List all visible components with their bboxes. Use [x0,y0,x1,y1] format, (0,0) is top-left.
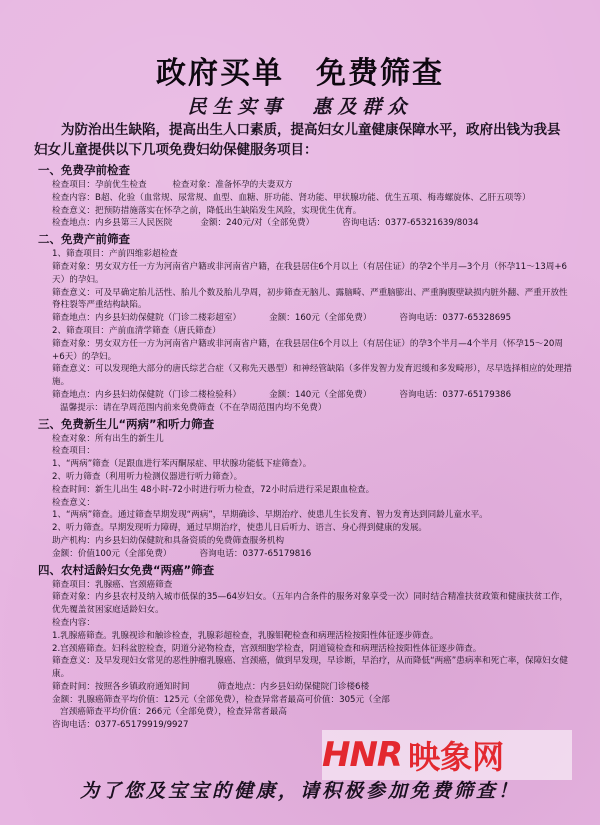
s2-p1-meaning: 筛查意义：可及早确定胎儿活性、胎儿个数及胎儿孕周，初步筛查无脑儿、露脑畸、严重脑膨出、严重胸腹壁缺损内脏外翻、严重开放性脊柱裂等严重结构缺陷。 [52,287,568,311]
section-4-heading: 四、农村适龄妇女免费“两癌”筛查 [38,562,215,577]
s3-meaning-label: 检查意义： [52,497,95,508]
s3-org: 助产机构：内乡县妇幼保健院和具备资质的免费筛查服务机构 [52,535,285,546]
s4-content-2: 2.宫颈癌筛查。妇科盆腔检查，阴道分泌物检查，宫颈细胞学检查，阴道镜检查和病理活检按阳性体征逐步筛查。 [52,643,482,654]
page-title: 政府买单 免费筛查 [156,56,444,91]
s4-phone: 咨询电话：0377-65179919/9927 [52,720,189,731]
s2-p1-item: 1、筛查项目：产前四维彩超检查 [52,249,178,260]
s2-p2-target: 筛查对象：男女双方任一方为河南省户籍或非河南省户籍，在我县居住6个月以上（有居住证）的孕3个半月—4个半月（怀孕15～20周+6天）的孕妇。 [52,338,563,362]
s2-tip: 温馨提示：请在孕周范围内前来免费筛查（不在孕周范围内均不免费） [60,402,327,413]
s2-p2-item: 2、筛查项目：产前血清学筛查（唐氏筛查） [52,325,221,336]
section-3-heading: 三、免费新生儿“两病”和听力筛查 [38,416,215,431]
s1-info-row [34,217,574,230]
s2-p1-info-row [34,312,574,325]
s3-price: 金额：价值100元（全部免费） [52,548,172,559]
sections-body [34,161,574,732]
s2-p1-phone: 咨询电话：0377-65328695 [399,313,512,324]
section-2-heading: 二、免费产前筛查 [38,232,130,247]
s2-p2-meaning: 筛查意义：可以发现绝大部分的唐氏综艺合症（又称先天愚型）和神经管缺陷（多伴发智力发育迟缓和多发畸形），尽早选择相应的处理措施。 [52,364,572,388]
s4-time: 筛查时间：按照各乡镇政府通知时间 [52,681,190,692]
s1-price: 金额：240元/对（全部免费） [200,218,315,229]
section-1-heading: 一、免费孕前检查 [38,163,130,177]
s1-detail: 检查内容：B超、化验（血常规、尿常规、血型、血糖、肝功能、肾功能、甲状腺功能、优生五项、梅毒螺旋体、乙肝五项等） [52,192,531,203]
s4-content-label: 检查内容： [52,617,95,628]
s4-cervix-price: 宫颈癌筛查平均价值：266元（全部免费），检查异常者最高 [60,707,287,718]
s3-phone: 咨询电话：0377-65179816 [199,548,312,559]
s3-meaning-2: 2、听力筛查。早期发现听力障碍，通过早期治疗，使患儿日后听力、语言、身心得到健康的发展。 [52,523,428,534]
s3-item-1: 1、“两病”筛查（足跟血进行苯丙酮尿症、甲状腺功能低下症筛查）。 [52,459,312,470]
s2-p2-price: 金额：140元（全部免费） [269,389,372,400]
s4-place: 筛查地点：内乡县妇幼保健院门诊楼6楼 [217,681,370,692]
hnr-logo-text: HNR [322,735,403,775]
s3-item-2: 2、听力筛查（利用听力检测仪器进行听力筛查）。 [52,471,243,482]
s3-meaning-1: 1、“两病”筛查。通过筛查早期发现“两病”，早期确诊、早期治疗、使患儿生长发育、智力发育达到同龄儿童水平。 [52,510,488,521]
intro-paragraph: 为防治出生缺陷，提高出生人口素质，提高妇女儿童健康保障水平，政府出钱为我县妇女儿童提供以下几项免费妇幼保健服务项目： [34,122,561,158]
s2-p2-phone: 咨询电话：0377-65179386 [399,389,512,400]
s1-place: 检查地点：内乡县第三人民医院 [52,218,173,229]
page-subtitle: 民生实事 惠及群众 [187,96,413,118]
s2-p1-target: 筛查对象：男女双方任一方为河南省户籍或非河南省户籍，在我县居住6个月以上（有居住证）的孕2个半月—3个月（怀孕11～13周+6天）的孕妇。 [52,261,568,285]
s3-time: 检查时间：新生儿出生 48小时-72小时进行听力检查，72小时后进行采足跟血检查。 [52,484,375,495]
s3-items-label: 检查项目： [52,446,95,457]
s4-breast-price: 金额：乳腺癌筛查平均价值：125元（全部免费），检查异常者最高可价值：305元（全部 [52,694,390,705]
s4-target: 筛查对象：内乡县农村及纳入城市低保的35—64岁妇女。（五年内合条件的服务对象享受一次）同时结合精准扶贫政策和健康扶贫工作，优先覆盖贫困家庭适龄妇女。 [52,592,569,616]
s1-items: 检查项目：孕前优生检查 检查对象：准备怀孕的夫妻双方 [52,180,293,190]
s2-p1-place: 筛查地点：内乡县妇幼保健院（门诊二楼彩超室） [52,313,242,324]
s4-meaning: 筛查意义：及早发现妇女常见的恶性肿瘤乳腺癌、宫颈癌，做到早发现，早诊断，早治疗，从而降低“两癌”患病率和死亡率，保障妇女健康。 [52,656,568,680]
s3-target: 检查对象：所有出生的新生儿 [52,433,164,444]
footer-slogan: 为了您及宝宝的健康，请积极参加免费筛查！ [79,780,520,802]
s2-p2-place: 筛查地点：内乡县妇幼保健院（门诊二楼检验科） [52,389,242,400]
hnr-watermark-logo [322,730,572,780]
s4-content-1: 1.乳腺癌筛查。乳腺视诊和触诊检查，乳腺彩超检查，乳腺钼靶检查和病理活检按阳性体征逐步筛查。 [52,630,439,641]
s2-p1-price: 金额：160元（全部免费） [269,313,372,324]
s3-info-row [34,548,574,561]
s1-phone: 咨询电话：0377-65321639/8034 [342,218,479,229]
s4-time-place-row [34,681,574,694]
hnr-site-name: 映象网 [408,738,505,776]
s2-p2-info-row [34,389,574,402]
s4-items: 筛查项目：乳腺癌、宫颈癌筛查 [52,579,173,590]
s1-meaning: 检查意义：把预防措施落实在怀孕之前，降低出生缺陷发生风险，实现优生优育。 [52,205,362,216]
